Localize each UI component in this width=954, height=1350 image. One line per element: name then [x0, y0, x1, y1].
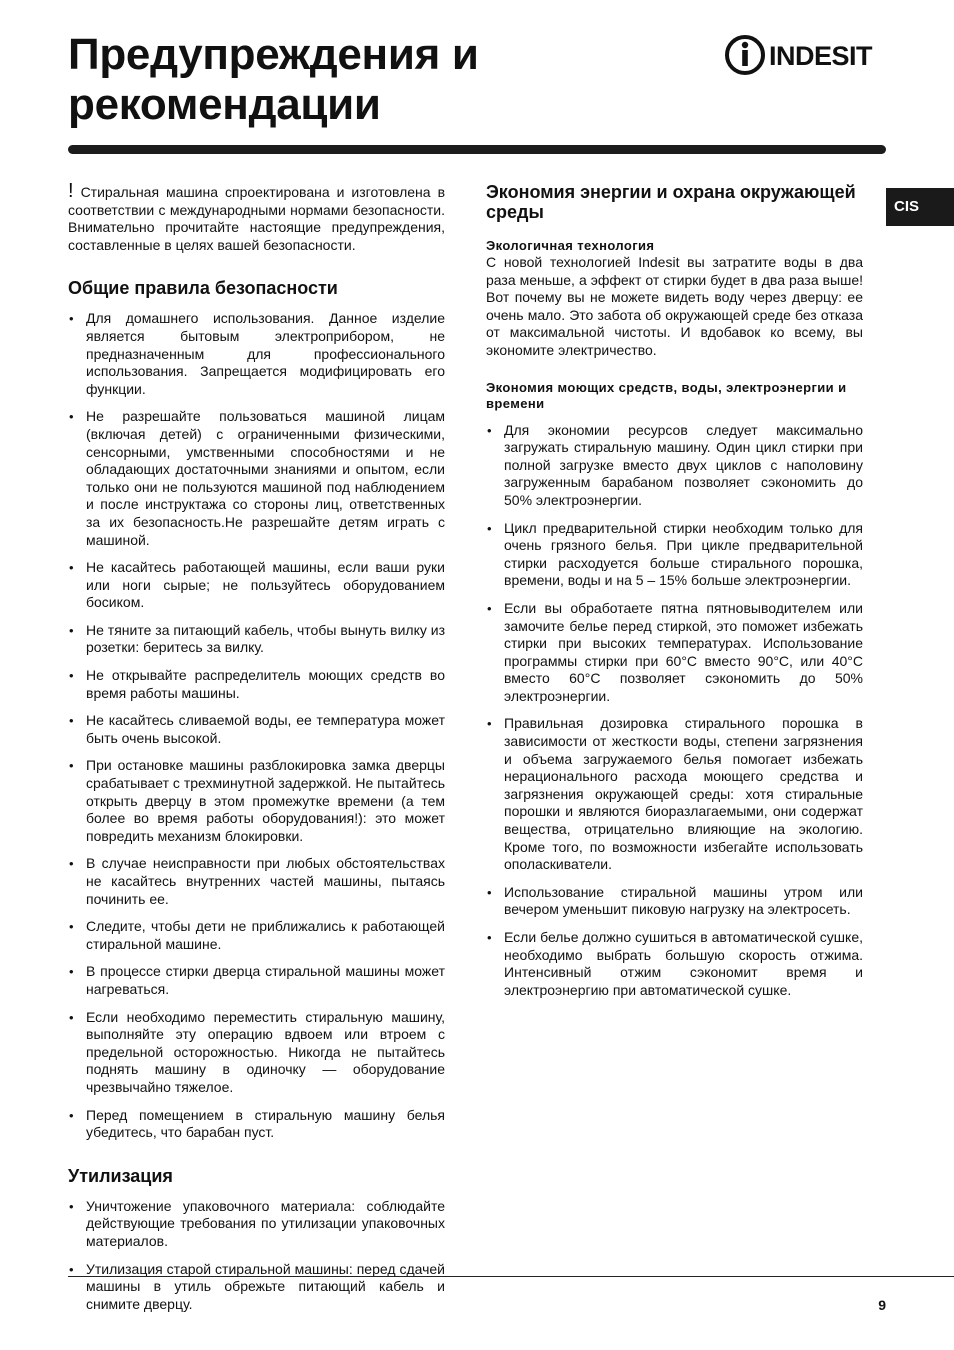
intro-text: Стиральная машина спроектирована и изготовлена в соответствии с международными нормами безопасности. Внимательно прочитайте настоящие предупреждения, составленные в целях вашей безопасности.: [68, 184, 446, 253]
language-tab: CIS: [886, 188, 954, 226]
disposal-heading: Утилизация: [68, 1165, 173, 1186]
eco-subheading: Экологичная технология: [486, 238, 655, 253]
safety-item: • В случае неисправности при любых обстоятельствах не касайтесь внутренних частей машины, пытаясь починить ее.: [68, 855, 445, 908]
safety-item: • Не разрешайте пользоваться машиной лицам (включая детей) с ограниченными физическими, сенсорными, умственными способностями и не обладающих достаточными знаниями и опытом, если только они не пользуются машиной под наблюдением и после инструктажа со стороны лиц, ответственных за их безопасность.Не разрешайте детям играть с машиной.: [68, 408, 445, 549]
safety-item: • Перед помещением в стиральную машину белья убедитесь, что барабан пуст.: [68, 1107, 445, 1142]
intro-paragraph: [68, 180, 446, 254]
page-number: 9: [878, 1297, 886, 1313]
safety-item: • Для домашнего использования. Данное изделие является бытовым электроприбором, не предназначенным для профессионального использования. Запрещается модифицировать его функции.: [68, 310, 445, 398]
safety-item: • При остановке машины разблокировка замка дверцы срабатывает с трехминутной задержкой. Не пытайтесь открыть дверцу в этом промежутке времени (а тем более во время работы оборудования!): это может повредить механизм блокировки.: [68, 757, 445, 845]
safety-list: [68, 310, 445, 1141]
safety-item: • Не касайтесь сливаемой воды, ее температура может быть очень высокой.: [68, 712, 445, 747]
safety-item: • Не открывайте распределитель моющих средств во время работы машины.: [68, 667, 445, 702]
eco-paragraph: С новой технологией Indesit вы затратите воды в два раза меньше, а эффект от стирки будет в два раза выше! Вот почему вы не можете видеть воду через дверцу: ее очень мало. Это забота об окружающей среде без отказа от максимальной чистоты. И вдобавок ко всему, вы экономите электричество.: [486, 254, 863, 358]
energy-heading: Экономия энергии и охрана окружающей среды: [486, 182, 856, 222]
safety-item: • Если необходимо переместить стиральную машину, выполняйте эту операцию вдвоем или втроем с предельной осторожностью. Никогда не пытайтесь поднять машину в одиночку — оборудование чрезвычайно тяжелое.: [68, 1009, 445, 1097]
page-title: Предупреждения и рекомендации: [68, 30, 479, 129]
right-column: [486, 182, 863, 1009]
footer-rule: [68, 1276, 954, 1277]
warning-mark: !: [68, 180, 74, 202]
saving-subheading: Экономия моющих средств, воды, электроэнергии и времени: [486, 379, 847, 411]
safety-item: • Не касайтесь работающей машины, если ваши руки или ноги сырые; не пользуйтесь оборудованием босиком.: [68, 559, 445, 612]
disposal-list: [68, 1198, 445, 1314]
indesit-logo: [724, 32, 889, 78]
saving-item: • Правильная дозировка стирального порошка в зависимости от жесткости воды, степени загрязнения и объема загружаемого белья помогает избежать нерационального расхода моющего средства и загрязнения окружающей среды: хотя стиральные порошки и являются биоразлагаемыми, они содержат вещества, отрицательно влияющие на экологию. Кроме того, по возможности избегайте использовать ополаскиватели.: [486, 715, 863, 873]
safety-item: • Следите, чтобы дети не приближались к работающей стиральной машине.: [68, 918, 445, 953]
safety-item: • В процессе стирки дверца стиральной машины может нагреваться.: [68, 963, 445, 998]
saving-item: • Цикл предварительной стирки необходим только для очень грязного белья. При цикле предварительной стирки расходуется больше стирального порошка, времени, воды и на 5 – 15% больше электроэнергии.: [486, 520, 863, 590]
safety-heading: Общие правила безопасности: [68, 278, 338, 299]
safety-item: • Не тяните за питающий кабель, чтобы вынуть вилку из розетки: беритесь за вилку.: [68, 622, 445, 657]
saving-item: • Если белье должно сушиться в автоматической сушке, необходимо выбрать большую скорость отжима. Интенсивный отжим сэкономит время и электроэнергию при автоматической сушке.: [486, 929, 863, 999]
left-column: [68, 182, 445, 1323]
saving-item: • Если вы обработаете пятна пятновыводителем или замочите белье перед стиркой, это поможет избежать стирки при высоких температурах. Использование программы стирки при 60°C вместо 90°C, или 40°C вместо 60°C позволяет сэкономить до 50% электроэнергии.: [486, 600, 863, 706]
disposal-item: • Уничтожение упаковочного материала: соблюдайте действующие требования по утилизации упаковочных материалов.: [68, 1198, 445, 1251]
saving-item: • Использование стиральной машины утром или вечером уменьшит пиковую нагрузку на электросеть.: [486, 884, 863, 919]
saving-list: [486, 422, 863, 1000]
disposal-item: • Утилизация старой стиральной машины: перед сдачей машины в утиль обрежьте питающий кабель и снимите дверцу.: [68, 1261, 445, 1314]
brand-wordmark: INDESIT: [769, 41, 873, 71]
indesit-logo-graphic: [724, 32, 889, 78]
saving-item: • Для экономии ресурсов следует максимально загружать стиральную машину. Один цикл стирки при полной загрузке вместо двух циклов с наполовину загруженным барабаном позволяет сэкономить до 50% электроэнергии.: [486, 422, 863, 510]
header-rule: [68, 145, 886, 154]
